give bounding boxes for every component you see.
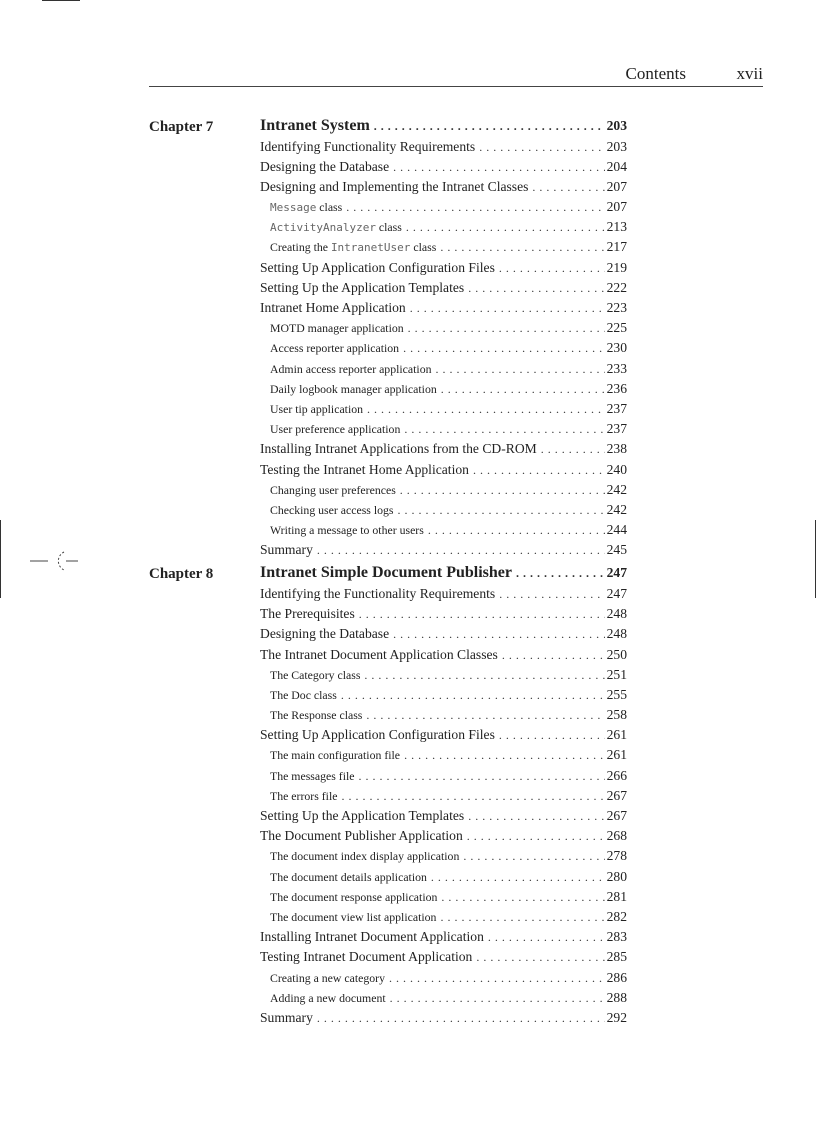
toc-entry[interactable]: Designing the Database . . . 248 xyxy=(260,626,627,646)
toc-entry[interactable]: Designing and Implementing the Intranet Classes . . . 207 xyxy=(260,179,627,199)
page-number: 203 xyxy=(606,118,627,133)
chapter-entries xyxy=(260,564,627,1030)
toc-subentry[interactable]: Adding a new document . . . 288 xyxy=(260,990,627,1010)
chapter-entries xyxy=(260,117,627,562)
toc-entry[interactable]: The Intranet Document Application Classes . . . 250 xyxy=(260,647,627,667)
page-number: 247 xyxy=(606,565,627,581)
chapter-title: Intranet Simple Document Publisher xyxy=(260,564,512,582)
chapter-8 xyxy=(149,564,627,1030)
toc-entry[interactable]: Intranet Home Application . . . 223 xyxy=(260,300,627,320)
toc-subentry[interactable]: The document response application . . . 281 xyxy=(260,889,627,909)
toc-entry[interactable]: Setting Up the Application Templates . . . 222 xyxy=(260,280,627,300)
toc-subentry[interactable]: Changing user preferences . . . 242 xyxy=(260,482,627,502)
toc-entry[interactable]: Setting Up the Application Templates . . . 267 xyxy=(260,808,627,828)
toc-entry[interactable]: Designing the Database . . . 204 xyxy=(260,159,627,179)
crop-mark-left xyxy=(0,520,1,598)
toc-subentry[interactable]: The main configuration file . . . 261 xyxy=(260,747,627,767)
toc-subentry[interactable]: User preference application . . . 237 xyxy=(260,421,627,441)
toc-subentry[interactable]: The document details application . . . 280 xyxy=(260,869,627,889)
chapter-7 xyxy=(149,117,627,562)
toc-subentry[interactable]: ActivityAnalyzer class . . . 213 xyxy=(260,219,627,239)
header-title: Contents xyxy=(625,64,686,83)
chapter-title-entry[interactable] xyxy=(260,564,627,586)
running-header xyxy=(149,58,763,87)
toc-entry[interactable]: Setting Up Application Configuration Files . . . 219 xyxy=(260,260,627,280)
toc-entry[interactable]: Identifying the Functionality Requirements . . . 247 xyxy=(260,586,627,606)
header-page-number: xvii xyxy=(736,64,763,83)
chapter-title-entry[interactable] xyxy=(260,117,627,139)
toc-entry[interactable]: Summary . . . 245 xyxy=(260,542,627,562)
toc-subentry[interactable]: Creating a new category . . . 286 xyxy=(260,970,627,990)
chapter-title: Intranet System xyxy=(260,117,370,134)
toc-entry[interactable]: The Prerequisites . . . 248 xyxy=(260,606,627,626)
toc-subentry[interactable]: Access reporter application . . . 230 xyxy=(260,340,627,360)
toc-entry[interactable]: Testing the Intranet Home Application . . . 240 xyxy=(260,462,627,482)
toc-subentry[interactable]: The messages file . . . 266 xyxy=(260,768,627,788)
toc-entry[interactable]: Summary . . . 292 xyxy=(260,1010,627,1030)
registration-mark-icon xyxy=(30,546,84,576)
toc-subentry[interactable]: Message class . . . 207 xyxy=(260,199,627,219)
toc-subentry[interactable]: The document view list application . . . 282 xyxy=(260,909,627,929)
toc-subentry[interactable]: The errors file . . . 267 xyxy=(260,788,627,808)
chapter-label: Chapter 7 xyxy=(149,119,214,135)
toc-entry[interactable]: Installing Intranet Applications from the CD-ROM . . . 238 xyxy=(260,441,627,461)
toc-entry[interactable]: Identifying Functionality Requirements . . . 203 xyxy=(260,139,627,159)
toc-entry[interactable]: Setting Up Application Configuration Files . . . 261 xyxy=(260,727,627,747)
toc-subentry[interactable]: Writing a message to other users . . . 244 xyxy=(260,522,627,542)
table-of-contents xyxy=(149,117,627,1030)
toc-subentry[interactable]: Daily logbook manager application . . . 236 xyxy=(260,381,627,401)
toc-subentry[interactable]: The Response class . . . 258 xyxy=(260,707,627,727)
toc-subentry[interactable]: The document index display application . . . 278 xyxy=(260,848,627,868)
toc-subentry[interactable]: The Doc class . . . 255 xyxy=(260,687,627,707)
toc-subentry[interactable]: Creating the IntranetUser class . . . 217 xyxy=(260,239,627,259)
chapter-label: Chapter 8 xyxy=(149,566,214,583)
toc-subentry[interactable]: MOTD manager application . . . 225 xyxy=(260,320,627,340)
crop-mark-top xyxy=(42,0,80,4)
toc-subentry[interactable]: The Category class . . . 251 xyxy=(260,667,627,687)
toc-subentry[interactable]: User tip application . . . 237 xyxy=(260,401,627,421)
toc-entry[interactable]: Testing Intranet Document Application . . . 285 xyxy=(260,949,627,969)
toc-entry[interactable]: The Document Publisher Application . . . 268 xyxy=(260,828,627,848)
toc-subentry[interactable]: Admin access reporter application . . . 233 xyxy=(260,361,627,381)
toc-subentry[interactable]: Checking user access logs . . . 242 xyxy=(260,502,627,522)
toc-entry[interactable]: Installing Intranet Document Application . . . 283 xyxy=(260,929,627,949)
